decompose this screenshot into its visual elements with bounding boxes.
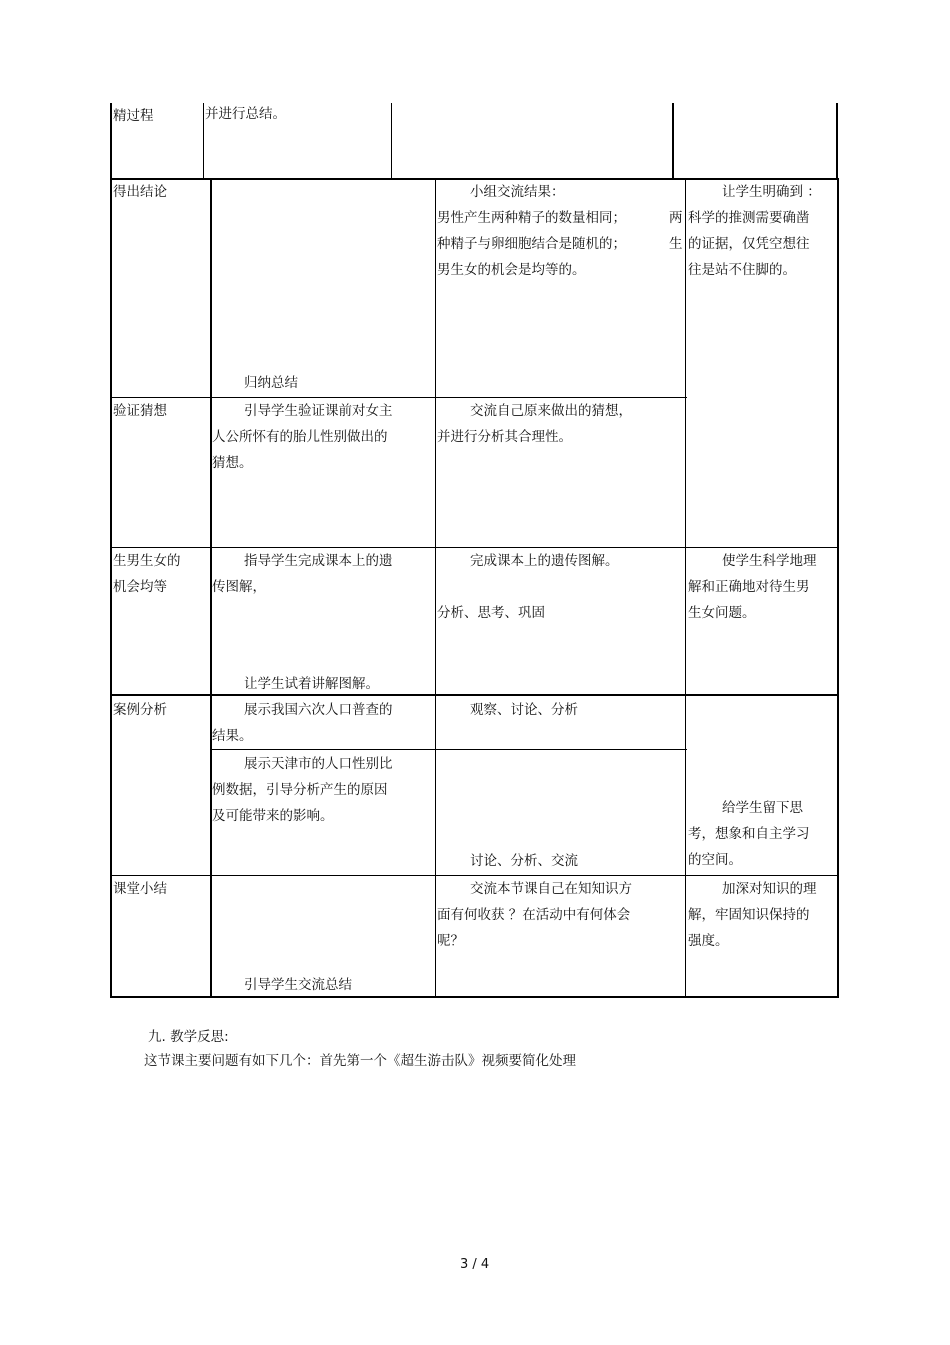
teacher-cell: 归纳总结 — [244, 375, 298, 391]
student-cell-overflow: 生 — [669, 236, 683, 252]
intent-cell-line: 的空间。 — [688, 852, 742, 868]
table-border — [110, 996, 839, 998]
stage-cell: 案例分析 — [113, 702, 167, 718]
table-border — [110, 103, 112, 179]
teacher-cell-line: 引导学生验证课前对女主 — [244, 403, 393, 419]
student-cell-line: 讨论、分析、交流 — [470, 853, 578, 869]
intent-cell-line: 解，牢固知识保持的 — [688, 907, 810, 923]
stage-cell: 验证猜想 — [113, 403, 167, 419]
row-divider — [210, 749, 687, 750]
student-cell-line: 观察、讨论、分析 — [470, 702, 578, 718]
teacher-cell-line: 结果。 — [212, 728, 253, 744]
page-number: 3 / 4 — [460, 1257, 490, 1272]
student-cell-line: 男生女的机会是均等的。 — [437, 262, 586, 278]
stage-cell: 课堂小结 — [113, 881, 167, 897]
intent-cell-line: 给学生留下思 — [722, 800, 803, 816]
intent-cell-line: 加深对知识的理 — [722, 881, 817, 897]
teacher-cell: 引导学生交流总结 — [244, 977, 352, 993]
intent-cell-line: 的证据，仅凭空想往 — [688, 236, 810, 252]
teacher-cell-line: 展示天津市的人口性别比 — [244, 756, 393, 772]
student-cell-overflow: 两 — [669, 210, 683, 226]
stage-cell: 精过程 — [113, 108, 154, 124]
student-cell-line: 并进行分析其合理性。 — [437, 429, 572, 445]
student-cell-line: 男性产生两种精子的数量相同； — [437, 210, 626, 226]
row-divider — [110, 694, 839, 696]
teacher-cell-line: 展示我国六次人口普查的 — [244, 702, 393, 718]
teacher-cell-line: 例数据，引导分析产生的原因 — [212, 782, 388, 798]
stage-cell: 得出结论 — [113, 184, 167, 200]
teacher-cell-line: 猜想。 — [212, 455, 253, 471]
intent-cell-line: 科学的推测需要确凿 — [688, 210, 810, 226]
student-cell-line: 面有何收获 ？在活动中有何体会 — [437, 907, 631, 923]
student-cell-line: 完成课本上的遗传图解。 — [470, 553, 619, 569]
stage-cell-line: 机会均等 — [113, 579, 167, 595]
reflection-text: 这节课主要问题有如下几个：首先第一个《超生游击队》视频要简化处理 — [144, 1053, 576, 1069]
teacher-cell: 并进行总结。 — [205, 106, 286, 122]
intent-cell-line: 考，想象和自主学习 — [688, 826, 810, 842]
student-cell-line: 交流自己原来做出的猜想， — [470, 403, 632, 419]
section-heading: 九. 教学反思: — [148, 1029, 229, 1045]
intent-cell-line: 生女问题。 — [688, 605, 756, 621]
intent-cell-line: 使学生科学地理 — [722, 553, 817, 569]
intent-cell-line: 强度。 — [688, 933, 729, 949]
teacher-cell-line: 传图解， — [212, 579, 266, 595]
intent-cell-line: 解和正确地对待生男 — [688, 579, 810, 595]
teacher-cell-line: 让学生试着讲解图解。 — [244, 676, 379, 692]
student-cell-line: 分析、思考、巩固 — [437, 605, 545, 621]
student-cell-line: 种精子与卵细胞结合是随机的； — [437, 236, 626, 252]
teacher-cell-line: 人公所怀有的胎儿性别做出的 — [212, 429, 388, 445]
teacher-cell-line: 及可能带来的影响。 — [212, 808, 334, 824]
table-border — [672, 103, 674, 179]
teacher-cell-line: 指导学生完成课本上的遗 — [244, 553, 393, 569]
intent-cell-line: 往是站不住脚的。 — [688, 262, 796, 278]
stage-cell-line: 生男生女的 — [113, 553, 181, 569]
intent-cell-line: 让学生明确到 ： — [722, 184, 821, 200]
student-cell-line: 交流本节课自己在知知识方 — [470, 881, 632, 897]
student-cell-line: 呢？ — [437, 933, 464, 949]
table-border — [391, 103, 392, 179]
table-border — [836, 103, 838, 179]
table-border — [203, 103, 204, 179]
student-cell-line: 小组交流结果： — [470, 184, 565, 200]
